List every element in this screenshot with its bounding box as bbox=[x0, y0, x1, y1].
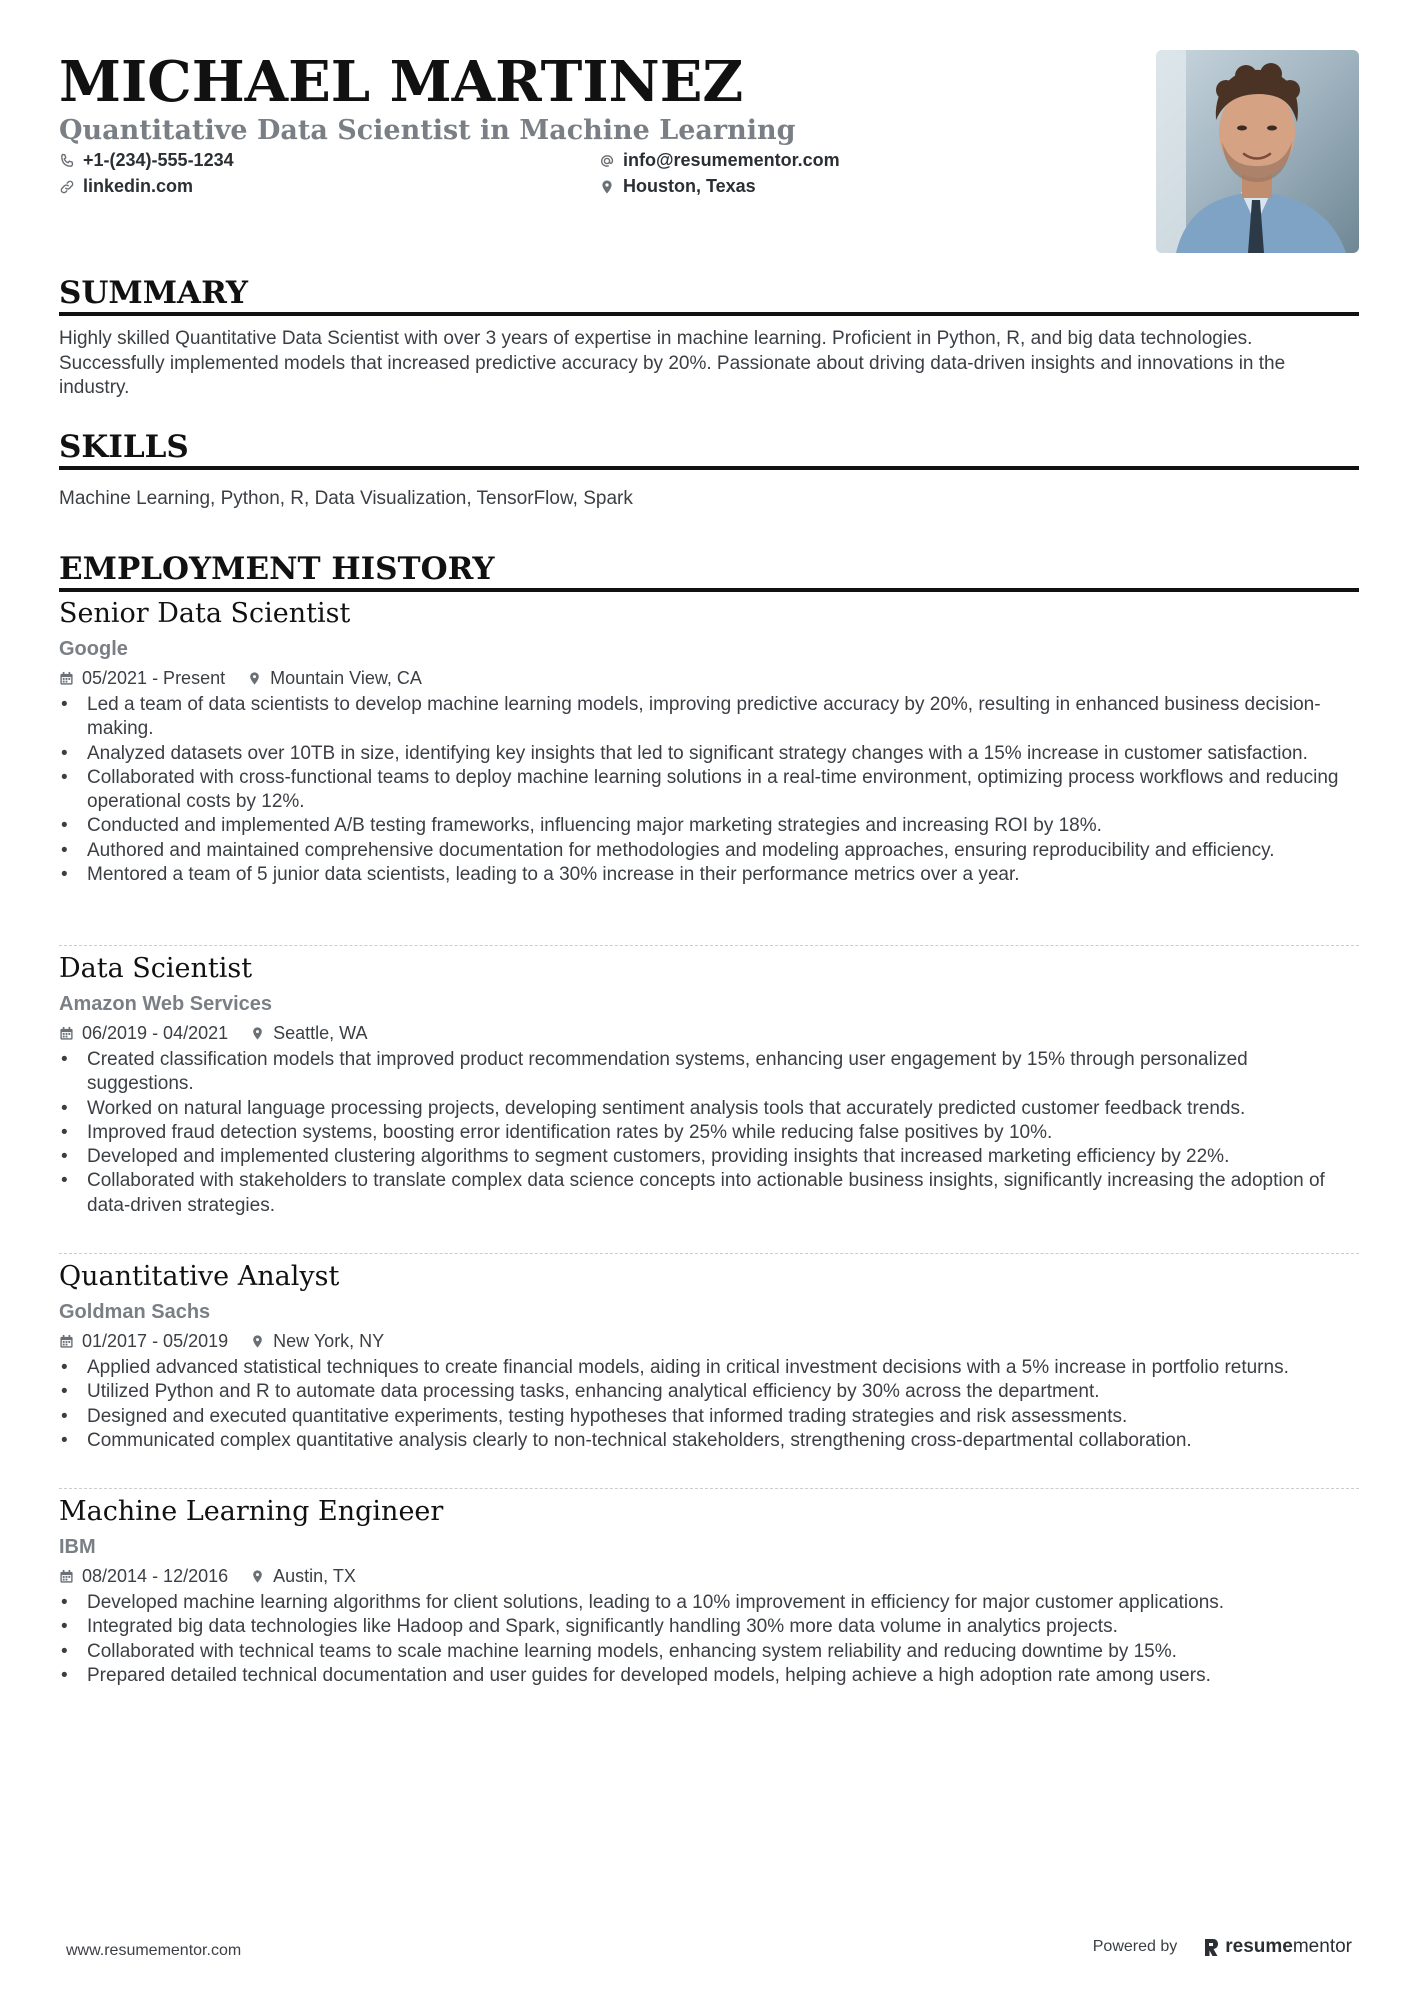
email-text: info@resumementor.com bbox=[623, 150, 840, 170]
powered-by-label: Powered by bbox=[1092, 1938, 1178, 1955]
list-item: • Analyzed datasets over 10TB in size, identifying key insights that led to significant strategy changes with a 15% increase in customer satisfaction. bbox=[59, 742, 1359, 766]
job-entry bbox=[59, 597, 1359, 887]
list-item: • Authored and maintained comprehensive documentation for methodologies and modeling approaches, ensuring reproducibility and efficiency. bbox=[59, 839, 1359, 863]
resume-header bbox=[59, 50, 1359, 260]
job-bullets bbox=[59, 1048, 1359, 1218]
job-dates-text: 06/2019 - 04/2021 bbox=[82, 1023, 229, 1043]
phone-text: +1-(234)-555-1234 bbox=[83, 150, 234, 170]
candidate-title: Quantitative Data Scientist in Machine Learning bbox=[59, 115, 796, 146]
job-dates bbox=[59, 1328, 228, 1354]
job-location bbox=[250, 1563, 356, 1589]
job-bullets bbox=[59, 1591, 1359, 1688]
brand-light: mentor bbox=[1292, 1936, 1352, 1957]
calendar-icon bbox=[59, 1569, 74, 1584]
calendar-icon bbox=[59, 671, 74, 686]
list-item: • Utilized Python and R to automate data processing tasks, enhancing analytical efficiency by 30% across the department. bbox=[59, 1380, 1359, 1404]
list-item: • Collaborated with technical teams to scale machine learning models, enhancing system reliability and reducing downtime by 15%. bbox=[59, 1640, 1359, 1664]
summary-heading: SUMMARY bbox=[59, 274, 1359, 316]
job-meta bbox=[59, 1328, 1359, 1354]
job-meta bbox=[59, 665, 1359, 691]
contact-phone bbox=[59, 150, 234, 171]
footer-branding bbox=[1093, 1936, 1352, 1958]
job-company: Goldman Sachs bbox=[59, 1301, 211, 1323]
list-item: • Integrated big data technologies like Hadoop and Spark, significantly handling 30% more data volume in analytics projects. bbox=[59, 1615, 1359, 1639]
list-item: • Developed machine learning algorithms for client solutions, leading to a 10% improvement in efficiency for major customer applications. bbox=[59, 1591, 1359, 1615]
job-company: Google bbox=[59, 638, 128, 660]
job-dates bbox=[59, 665, 225, 691]
link-icon bbox=[59, 179, 75, 195]
brand-bold: resume bbox=[1225, 1936, 1293, 1957]
job-divider bbox=[59, 1488, 1359, 1489]
job-divider bbox=[59, 1253, 1359, 1254]
job-location bbox=[250, 1328, 384, 1354]
list-item: • Prepared detailed technical documentation and user guides for developed models, helping achieve a high adoption rate among users. bbox=[59, 1664, 1359, 1688]
profile-photo bbox=[1156, 50, 1359, 253]
summary-text: Highly skilled Quantitative Data Scientist with over 3 years of expertise in machine learning. Proficient in Python, R, and big data technologies. Successfully implemented models that increased predictive accuracy by 20%. Passionate about driving data-driven insights and innovations in the industry. bbox=[59, 328, 1286, 398]
job-title: Data Scientist bbox=[59, 953, 253, 984]
calendar-icon bbox=[59, 1026, 74, 1041]
job-location-text: Mountain View, CA bbox=[270, 668, 422, 688]
job-entry bbox=[59, 1260, 1359, 1453]
job-entry bbox=[59, 1495, 1359, 1688]
list-item: • Led a team of data scientists to develop machine learning models, improving predictive accuracy by 20%, resulting in enhanced business decision-making. bbox=[59, 693, 1359, 742]
job-location-text: New York, NY bbox=[273, 1331, 385, 1351]
job-title: Quantitative Analyst bbox=[59, 1261, 340, 1292]
list-item: • Conducted and implemented A/B testing frameworks, influencing major marketing strategies and increasing ROI by 18%. bbox=[59, 814, 1359, 838]
skills-text: Machine Learning, Python, R, Data Visualization, TensorFlow, Spark bbox=[59, 488, 633, 509]
job-dates bbox=[59, 1020, 228, 1046]
skills-heading: SKILLS bbox=[59, 428, 1359, 470]
list-item: • Developed and implemented clustering algorithms to segment customers, providing insights that increased marketing efficiency by 22%. bbox=[59, 1145, 1359, 1169]
map-pin-icon bbox=[250, 1334, 265, 1349]
map-pin-icon bbox=[247, 671, 262, 686]
job-location-text: Seattle, WA bbox=[273, 1023, 368, 1043]
job-dates bbox=[59, 1563, 228, 1589]
contact-location bbox=[599, 176, 756, 197]
employment-heading: EMPLOYMENT HISTORY bbox=[59, 550, 1359, 592]
list-item: • Applied advanced statistical techniques to create financial models, aiding in critical investment decisions with a 5% increase in portfolio returns. bbox=[59, 1356, 1359, 1380]
job-dates-text: 08/2014 - 12/2016 bbox=[82, 1566, 229, 1586]
list-item: • Communicated complex quantitative analysis clearly to non-technical stakeholders, strengthening cross-departmental collaboration. bbox=[59, 1429, 1359, 1453]
list-item: • Collaborated with stakeholders to translate complex data science concepts into actionable business insights, significantly increasing the adoption of data-driven strategies. bbox=[59, 1169, 1359, 1218]
map-pin-icon bbox=[599, 179, 615, 195]
job-divider bbox=[59, 945, 1359, 946]
job-title: Senior Data Scientist bbox=[59, 598, 351, 629]
job-company: IBM bbox=[59, 1536, 96, 1558]
map-pin-icon bbox=[250, 1026, 265, 1041]
phone-icon bbox=[59, 153, 75, 169]
candidate-name: MICHAEL MARTINEZ bbox=[59, 49, 744, 115]
list-item: • Collaborated with cross-functional teams to deploy machine learning solutions in a real-time environment, optimizing process workflows and reducing operational costs by 12%. bbox=[59, 766, 1359, 815]
footer-website-link[interactable]: www.resumementor.com bbox=[66, 1942, 242, 1959]
job-location bbox=[250, 1020, 367, 1046]
list-item: • Designed and executed quantitative experiments, testing hypotheses that informed trading strategies and risk assessments. bbox=[59, 1405, 1359, 1429]
linkedin-text: linkedin.com bbox=[83, 176, 194, 196]
portrait-image bbox=[1156, 50, 1359, 253]
calendar-icon bbox=[59, 1334, 74, 1349]
job-entry bbox=[59, 952, 1359, 1218]
job-company: Amazon Web Services bbox=[59, 993, 273, 1015]
contact-email[interactable] bbox=[599, 150, 840, 171]
job-bullets bbox=[59, 1356, 1359, 1453]
job-location-text: Austin, TX bbox=[273, 1566, 356, 1586]
at-icon bbox=[599, 153, 615, 169]
job-dates-text: 05/2021 - Present bbox=[82, 668, 226, 688]
job-bullets bbox=[59, 693, 1359, 887]
location-text: Houston, Texas bbox=[623, 176, 756, 196]
list-item: • Worked on natural language processing projects, developing sentiment analysis tools that accurately predicted customer feedback trends. bbox=[59, 1097, 1359, 1121]
list-item: • Mentored a team of 5 junior data scientists, leading to a 30% increase in their performance metrics over a year. bbox=[59, 863, 1359, 887]
resumementor-logo-icon bbox=[1203, 1937, 1219, 1957]
job-meta bbox=[59, 1563, 1359, 1589]
job-dates-text: 01/2017 - 05/2019 bbox=[82, 1331, 229, 1351]
brand-logo[interactable] bbox=[1203, 1936, 1352, 1958]
contact-linkedin[interactable] bbox=[59, 176, 193, 197]
job-meta bbox=[59, 1020, 1359, 1046]
list-item: • Created classification models that improved product recommendation systems, enhancing user engagement by 15% through personalized suggestions. bbox=[59, 1048, 1359, 1097]
job-title: Machine Learning Engineer bbox=[59, 1496, 444, 1527]
list-item: • Improved fraud detection systems, boosting error identification rates by 25% while reducing false positives by 10%. bbox=[59, 1121, 1359, 1145]
job-location bbox=[247, 665, 422, 691]
map-pin-icon bbox=[250, 1569, 265, 1584]
